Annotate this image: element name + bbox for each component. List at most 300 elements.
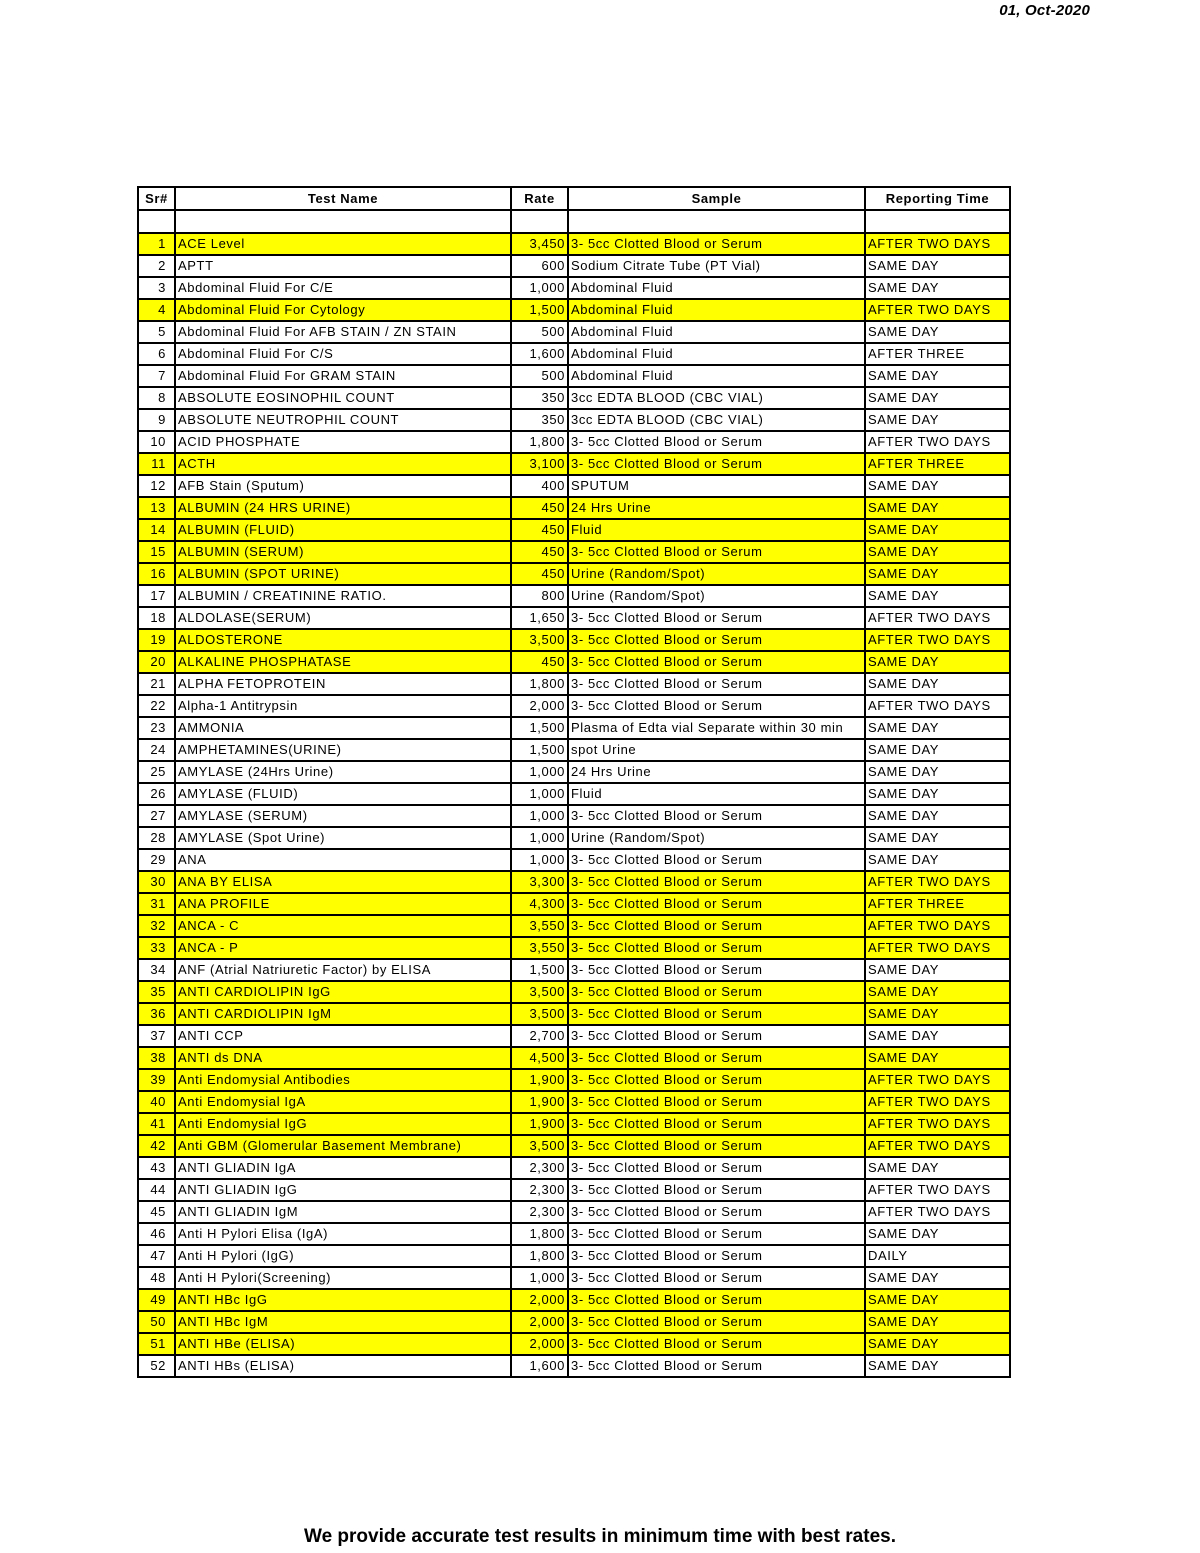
blank-cell (568, 210, 865, 233)
rate-cell: 1,800 (511, 673, 568, 695)
test-name-cell: ANCA - P (175, 937, 511, 959)
table-row (138, 1267, 1010, 1289)
reporting-time-cell: AFTER THREE (865, 453, 1010, 475)
table-row (138, 893, 1010, 915)
sample-cell: 3- 5cc Clotted Blood or Serum (568, 629, 865, 651)
sample-cell: 3- 5cc Clotted Blood or Serum (568, 607, 865, 629)
reporting-time-cell: SAME DAY (865, 761, 1010, 783)
sr-cell: 1 (138, 233, 175, 255)
reporting-time-cell: SAME DAY (865, 783, 1010, 805)
table-row (138, 849, 1010, 871)
sr-cell: 26 (138, 783, 175, 805)
reporting-time-cell: AFTER TWO DAYS (865, 1069, 1010, 1091)
test-name-cell: Abdominal Fluid For AFB STAIN / ZN STAIN (175, 321, 511, 343)
table-row (138, 563, 1010, 585)
test-name-cell: ANTI HBc IgM (175, 1311, 511, 1333)
reporting-time-cell: SAME DAY (865, 981, 1010, 1003)
table-row (138, 937, 1010, 959)
sr-cell: 45 (138, 1201, 175, 1223)
table-row (138, 255, 1010, 277)
rate-cell: 350 (511, 387, 568, 409)
sample-cell: spot Urine (568, 739, 865, 761)
test-name-cell: ALBUMIN (FLUID) (175, 519, 511, 541)
test-name-cell: ANA PROFILE (175, 893, 511, 915)
table-row (138, 695, 1010, 717)
table-row (138, 1003, 1010, 1025)
reporting-time-cell: SAME DAY (865, 849, 1010, 871)
table-row (138, 321, 1010, 343)
sr-cell: 29 (138, 849, 175, 871)
rate-cell: 2,300 (511, 1201, 568, 1223)
reporting-time-cell: SAME DAY (865, 1047, 1010, 1069)
reporting-time-cell: DAILY (865, 1245, 1010, 1267)
reporting-time-cell: SAME DAY (865, 585, 1010, 607)
reporting-time-cell: AFTER TWO DAYS (865, 695, 1010, 717)
reporting-time-cell: SAME DAY (865, 255, 1010, 277)
sr-cell: 12 (138, 475, 175, 497)
rate-cell: 3,100 (511, 453, 568, 475)
reporting-time-cell: SAME DAY (865, 651, 1010, 673)
table-row (138, 1113, 1010, 1135)
sr-cell: 52 (138, 1355, 175, 1377)
rate-cell: 2,000 (511, 695, 568, 717)
table-row (138, 981, 1010, 1003)
sr-cell: 50 (138, 1311, 175, 1333)
test-name-cell: ALDOLASE(SERUM) (175, 607, 511, 629)
table-row (138, 1091, 1010, 1113)
rate-cell: 1,000 (511, 827, 568, 849)
test-name-cell: ABSOLUTE NEUTROPHIL COUNT (175, 409, 511, 431)
rate-cell: 3,300 (511, 871, 568, 893)
blank-cell (138, 210, 175, 233)
sample-cell: 3- 5cc Clotted Blood or Serum (568, 1025, 865, 1047)
sample-cell: Fluid (568, 519, 865, 541)
table-row (138, 959, 1010, 981)
sample-cell: 3- 5cc Clotted Blood or Serum (568, 893, 865, 915)
sample-cell: 3- 5cc Clotted Blood or Serum (568, 233, 865, 255)
sr-cell: 25 (138, 761, 175, 783)
reporting-time-cell: SAME DAY (865, 387, 1010, 409)
test-name-cell: Abdominal Fluid For GRAM STAIN (175, 365, 511, 387)
sample-cell: Sodium Citrate Tube (PT Vial) (568, 255, 865, 277)
rate-cell: 3,550 (511, 937, 568, 959)
sr-cell: 30 (138, 871, 175, 893)
sample-cell: 3- 5cc Clotted Blood or Serum (568, 937, 865, 959)
sample-cell: 3- 5cc Clotted Blood or Serum (568, 1179, 865, 1201)
reporting-time-cell: SAME DAY (865, 827, 1010, 849)
table-row (138, 717, 1010, 739)
rate-cell: 1,000 (511, 805, 568, 827)
sample-cell: Abdominal Fluid (568, 343, 865, 365)
test-name-cell: ALDOSTERONE (175, 629, 511, 651)
table-row (138, 453, 1010, 475)
test-name-cell: Abdominal Fluid For Cytology (175, 299, 511, 321)
reporting-time-cell: SAME DAY (865, 321, 1010, 343)
test-name-cell: ALKALINE PHOSPHATASE (175, 651, 511, 673)
reporting-time-cell: SAME DAY (865, 1355, 1010, 1377)
test-name-cell: ANTI CARDIOLIPIN IgG (175, 981, 511, 1003)
test-name-cell: Anti Endomysial IgA (175, 1091, 511, 1113)
sr-cell: 10 (138, 431, 175, 453)
test-name-cell: ALBUMIN (24 HRS URINE) (175, 497, 511, 519)
test-name-cell: Alpha-1 Antitrypsin (175, 695, 511, 717)
test-name-cell: ANTI HBs (ELISA) (175, 1355, 511, 1377)
reporting-time-cell: SAME DAY (865, 563, 1010, 585)
reporting-time-cell: SAME DAY (865, 805, 1010, 827)
table-row (138, 1179, 1010, 1201)
blank-cell (511, 210, 568, 233)
sr-cell: 43 (138, 1157, 175, 1179)
column-header-test-name: Test Name (175, 187, 511, 210)
rate-cell: 1,800 (511, 431, 568, 453)
reporting-time-cell: SAME DAY (865, 1003, 1010, 1025)
test-name-cell: Anti Endomysial Antibodies (175, 1069, 511, 1091)
sr-cell: 28 (138, 827, 175, 849)
sr-cell: 27 (138, 805, 175, 827)
sample-cell: 3- 5cc Clotted Blood or Serum (568, 1311, 865, 1333)
sample-cell: 3- 5cc Clotted Blood or Serum (568, 1355, 865, 1377)
sample-cell: SPUTUM (568, 475, 865, 497)
sample-cell: Abdominal Fluid (568, 299, 865, 321)
table-row (138, 761, 1010, 783)
sr-cell: 21 (138, 673, 175, 695)
rate-cell: 350 (511, 409, 568, 431)
rate-cell: 1,000 (511, 849, 568, 871)
sr-cell: 23 (138, 717, 175, 739)
rate-cell: 3,450 (511, 233, 568, 255)
sr-cell: 39 (138, 1069, 175, 1091)
test-name-cell: Anti H Pylori(Screening) (175, 1267, 511, 1289)
rate-cell: 800 (511, 585, 568, 607)
rate-cell: 3,500 (511, 1003, 568, 1025)
rate-cell: 2,300 (511, 1157, 568, 1179)
rate-cell: 1,000 (511, 783, 568, 805)
sr-cell: 33 (138, 937, 175, 959)
table-row (138, 233, 1010, 255)
sample-cell: 3- 5cc Clotted Blood or Serum (568, 1135, 865, 1157)
reporting-time-cell: SAME DAY (865, 1289, 1010, 1311)
reporting-time-cell: AFTER TWO DAYS (865, 1113, 1010, 1135)
reporting-time-cell: AFTER TWO DAYS (865, 915, 1010, 937)
rate-cell: 1,600 (511, 1355, 568, 1377)
rate-cell: 2,000 (511, 1333, 568, 1355)
test-name-cell: Anti H Pylori (IgG) (175, 1245, 511, 1267)
table-row (138, 827, 1010, 849)
test-name-cell: ANTI GLIADIN IgG (175, 1179, 511, 1201)
table-row (138, 475, 1010, 497)
test-name-cell: Anti GBM (Glomerular Basement Membrane) (175, 1135, 511, 1157)
reporting-time-cell: SAME DAY (865, 1333, 1010, 1355)
test-name-cell: AMYLASE (Spot Urine) (175, 827, 511, 849)
sample-cell: 3- 5cc Clotted Blood or Serum (568, 1069, 865, 1091)
reporting-time-cell: SAME DAY (865, 1267, 1010, 1289)
rate-cell: 500 (511, 365, 568, 387)
reporting-time-cell: SAME DAY (865, 1223, 1010, 1245)
rate-cell: 1,500 (511, 959, 568, 981)
table-row (138, 497, 1010, 519)
reporting-time-cell: SAME DAY (865, 497, 1010, 519)
sr-cell: 46 (138, 1223, 175, 1245)
column-header-reporting-time: Reporting Time (865, 187, 1010, 210)
rate-cell: 500 (511, 321, 568, 343)
table-row (138, 387, 1010, 409)
sample-cell: Abdominal Fluid (568, 321, 865, 343)
test-name-cell: ALBUMIN (SPOT URINE) (175, 563, 511, 585)
blank-row (138, 210, 1010, 233)
test-name-cell: ANTI ds DNA (175, 1047, 511, 1069)
sample-cell: Urine (Random/Spot) (568, 827, 865, 849)
rate-cell: 1,800 (511, 1245, 568, 1267)
sr-cell: 13 (138, 497, 175, 519)
sample-cell: 3- 5cc Clotted Blood or Serum (568, 541, 865, 563)
sample-cell: 3- 5cc Clotted Blood or Serum (568, 1333, 865, 1355)
test-name-cell: ALPHA FETOPROTEIN (175, 673, 511, 695)
table-row (138, 805, 1010, 827)
rate-cell: 4,500 (511, 1047, 568, 1069)
reporting-time-cell: AFTER TWO DAYS (865, 629, 1010, 651)
rate-cell: 450 (511, 563, 568, 585)
table-row (138, 431, 1010, 453)
sample-cell: 3- 5cc Clotted Blood or Serum (568, 981, 865, 1003)
test-name-cell: ANF (Atrial Natriuretic Factor) by ELISA (175, 959, 511, 981)
table-row (138, 651, 1010, 673)
sample-cell: Fluid (568, 783, 865, 805)
test-name-cell: ANTI CARDIOLIPIN IgM (175, 1003, 511, 1025)
table-row (138, 915, 1010, 937)
reporting-time-cell: AFTER TWO DAYS (865, 1179, 1010, 1201)
reporting-time-cell: AFTER TWO DAYS (865, 1135, 1010, 1157)
reporting-time-cell: AFTER THREE (865, 343, 1010, 365)
sample-cell: 3- 5cc Clotted Blood or Serum (568, 1223, 865, 1245)
table-body (138, 210, 1010, 1377)
table-row (138, 1069, 1010, 1091)
table-row (138, 585, 1010, 607)
test-name-cell: Anti H Pylori Elisa (IgA) (175, 1223, 511, 1245)
test-name-cell: ACID PHOSPHATE (175, 431, 511, 453)
rate-cell: 1,500 (511, 717, 568, 739)
sample-cell: 3cc EDTA BLOOD (CBC VIAL) (568, 387, 865, 409)
rate-cell: 4,300 (511, 893, 568, 915)
sample-cell: 3- 5cc Clotted Blood or Serum (568, 431, 865, 453)
sr-cell: 22 (138, 695, 175, 717)
table-row (138, 1201, 1010, 1223)
sample-cell: 3- 5cc Clotted Blood or Serum (568, 453, 865, 475)
sr-cell: 34 (138, 959, 175, 981)
sr-cell: 4 (138, 299, 175, 321)
sample-cell: 3- 5cc Clotted Blood or Serum (568, 915, 865, 937)
sample-cell: 3- 5cc Clotted Blood or Serum (568, 1113, 865, 1135)
rate-cell: 450 (511, 519, 568, 541)
table-row (138, 343, 1010, 365)
test-name-cell: ANTI HBe (ELISA) (175, 1333, 511, 1355)
reporting-time-cell: SAME DAY (865, 277, 1010, 299)
table-row (138, 299, 1010, 321)
reporting-time-cell: AFTER TWO DAYS (865, 1091, 1010, 1113)
rate-cell: 600 (511, 255, 568, 277)
rate-cell: 1,600 (511, 343, 568, 365)
sample-cell: 3- 5cc Clotted Blood or Serum (568, 695, 865, 717)
sample-cell: 3- 5cc Clotted Blood or Serum (568, 1157, 865, 1179)
test-name-cell: AMPHETAMINES(URINE) (175, 739, 511, 761)
table-row (138, 871, 1010, 893)
rate-cell: 3,550 (511, 915, 568, 937)
table-row (138, 783, 1010, 805)
reporting-time-cell: SAME DAY (865, 365, 1010, 387)
test-name-cell: AFB Stain (Sputum) (175, 475, 511, 497)
reporting-time-cell: SAME DAY (865, 1311, 1010, 1333)
sr-cell: 3 (138, 277, 175, 299)
sample-cell: 3- 5cc Clotted Blood or Serum (568, 651, 865, 673)
column-header-sample: Sample (568, 187, 865, 210)
sr-cell: 9 (138, 409, 175, 431)
test-name-cell: AMYLASE (FLUID) (175, 783, 511, 805)
blank-cell (865, 210, 1010, 233)
sr-cell: 37 (138, 1025, 175, 1047)
reporting-time-cell: SAME DAY (865, 475, 1010, 497)
table-row (138, 1245, 1010, 1267)
rate-cell: 3,500 (511, 981, 568, 1003)
reporting-time-cell: AFTER TWO DAYS (865, 299, 1010, 321)
sr-cell: 11 (138, 453, 175, 475)
sr-cell: 20 (138, 651, 175, 673)
sr-cell: 16 (138, 563, 175, 585)
reporting-time-cell: AFTER TWO DAYS (865, 871, 1010, 893)
rate-cell: 1,500 (511, 739, 568, 761)
sample-cell: Abdominal Fluid (568, 365, 865, 387)
reporting-time-cell: AFTER TWO DAYS (865, 607, 1010, 629)
rate-cell: 3,500 (511, 1135, 568, 1157)
reporting-time-cell: SAME DAY (865, 1157, 1010, 1179)
sr-cell: 2 (138, 255, 175, 277)
sr-cell: 31 (138, 893, 175, 915)
rate-cell: 1,800 (511, 1223, 568, 1245)
footer-tagline: We provide accurate test results in minimum time with best rates. (304, 1526, 896, 1547)
sample-cell: 3- 5cc Clotted Blood or Serum (568, 871, 865, 893)
reporting-time-cell: SAME DAY (865, 1025, 1010, 1047)
column-header-sr: Sr# (138, 187, 175, 210)
table-row (138, 1289, 1010, 1311)
sample-cell: 3- 5cc Clotted Blood or Serum (568, 959, 865, 981)
sr-cell: 44 (138, 1179, 175, 1201)
table-row (138, 1047, 1010, 1069)
reporting-time-cell: SAME DAY (865, 717, 1010, 739)
sr-cell: 15 (138, 541, 175, 563)
reporting-time-cell: SAME DAY (865, 959, 1010, 981)
reporting-time-cell: AFTER TWO DAYS (865, 233, 1010, 255)
sample-cell: 3- 5cc Clotted Blood or Serum (568, 1047, 865, 1069)
sr-cell: 41 (138, 1113, 175, 1135)
table-row (138, 409, 1010, 431)
sample-cell: Urine (Random/Spot) (568, 585, 865, 607)
rate-cell: 1,650 (511, 607, 568, 629)
table-row (138, 1355, 1010, 1377)
rate-cell: 2,300 (511, 1179, 568, 1201)
sr-cell: 8 (138, 387, 175, 409)
sample-cell: 3- 5cc Clotted Blood or Serum (568, 1245, 865, 1267)
table-row (138, 519, 1010, 541)
test-name-cell: ALBUMIN (SERUM) (175, 541, 511, 563)
sr-cell: 18 (138, 607, 175, 629)
sample-cell: 24 Hrs Urine (568, 761, 865, 783)
rate-cell: 2,000 (511, 1289, 568, 1311)
column-header-rate: Rate (511, 187, 568, 210)
test-name-cell: AMYLASE (24Hrs Urine) (175, 761, 511, 783)
sr-cell: 17 (138, 585, 175, 607)
test-name-cell: ANTI GLIADIN IgA (175, 1157, 511, 1179)
rate-cell: 450 (511, 497, 568, 519)
sr-cell: 35 (138, 981, 175, 1003)
rate-cell: 400 (511, 475, 568, 497)
sample-cell: 3- 5cc Clotted Blood or Serum (568, 673, 865, 695)
test-name-cell: ALBUMIN / CREATININE RATIO. (175, 585, 511, 607)
reporting-time-cell: SAME DAY (865, 409, 1010, 431)
test-name-cell: ACTH (175, 453, 511, 475)
rate-cell: 1,900 (511, 1113, 568, 1135)
sample-cell: 3- 5cc Clotted Blood or Serum (568, 805, 865, 827)
sample-cell: Abdominal Fluid (568, 277, 865, 299)
sr-cell: 49 (138, 1289, 175, 1311)
table-row (138, 1025, 1010, 1047)
table-header-row (138, 187, 1010, 210)
test-name-cell: ACE Level (175, 233, 511, 255)
table-row (138, 673, 1010, 695)
sr-cell: 24 (138, 739, 175, 761)
reporting-time-cell: SAME DAY (865, 519, 1010, 541)
sample-cell: 3cc EDTA BLOOD (CBC VIAL) (568, 409, 865, 431)
table-row (138, 1223, 1010, 1245)
sample-cell: 3- 5cc Clotted Blood or Serum (568, 1091, 865, 1113)
rate-cell: 1,500 (511, 299, 568, 321)
sample-cell: Urine (Random/Spot) (568, 563, 865, 585)
sample-cell: 3- 5cc Clotted Blood or Serum (568, 1289, 865, 1311)
test-name-cell: ANTI HBc IgG (175, 1289, 511, 1311)
rate-cell: 1,000 (511, 1267, 568, 1289)
sr-cell: 7 (138, 365, 175, 387)
table-row (138, 1157, 1010, 1179)
table-row (138, 1135, 1010, 1157)
sample-cell: 3- 5cc Clotted Blood or Serum (568, 1201, 865, 1223)
table-row (138, 1311, 1010, 1333)
table-row (138, 541, 1010, 563)
table-row (138, 629, 1010, 651)
test-name-cell: ABSOLUTE EOSINOPHIL COUNT (175, 387, 511, 409)
rate-list-table (137, 186, 1011, 1378)
rate-cell: 1,900 (511, 1069, 568, 1091)
rate-cell: 2,000 (511, 1311, 568, 1333)
rate-cell: 450 (511, 541, 568, 563)
reporting-time-cell: SAME DAY (865, 739, 1010, 761)
rate-cell: 2,700 (511, 1025, 568, 1047)
sr-cell: 51 (138, 1333, 175, 1355)
test-name-cell: ANA BY ELISA (175, 871, 511, 893)
reporting-time-cell: SAME DAY (865, 541, 1010, 563)
rate-cell: 450 (511, 651, 568, 673)
sample-cell: 3- 5cc Clotted Blood or Serum (568, 849, 865, 871)
test-name-cell: AMYLASE (SERUM) (175, 805, 511, 827)
test-name-cell: ANCA - C (175, 915, 511, 937)
table-row (138, 277, 1010, 299)
sample-cell: 24 Hrs Urine (568, 497, 865, 519)
reporting-time-cell: SAME DAY (865, 673, 1010, 695)
rate-cell: 1,000 (511, 761, 568, 783)
sr-cell: 19 (138, 629, 175, 651)
sr-cell: 14 (138, 519, 175, 541)
sr-cell: 36 (138, 1003, 175, 1025)
test-name-cell: ANTI CCP (175, 1025, 511, 1047)
test-name-cell: AMMONIA (175, 717, 511, 739)
test-name-cell: Anti Endomysial IgG (175, 1113, 511, 1135)
rate-cell: 1,900 (511, 1091, 568, 1113)
